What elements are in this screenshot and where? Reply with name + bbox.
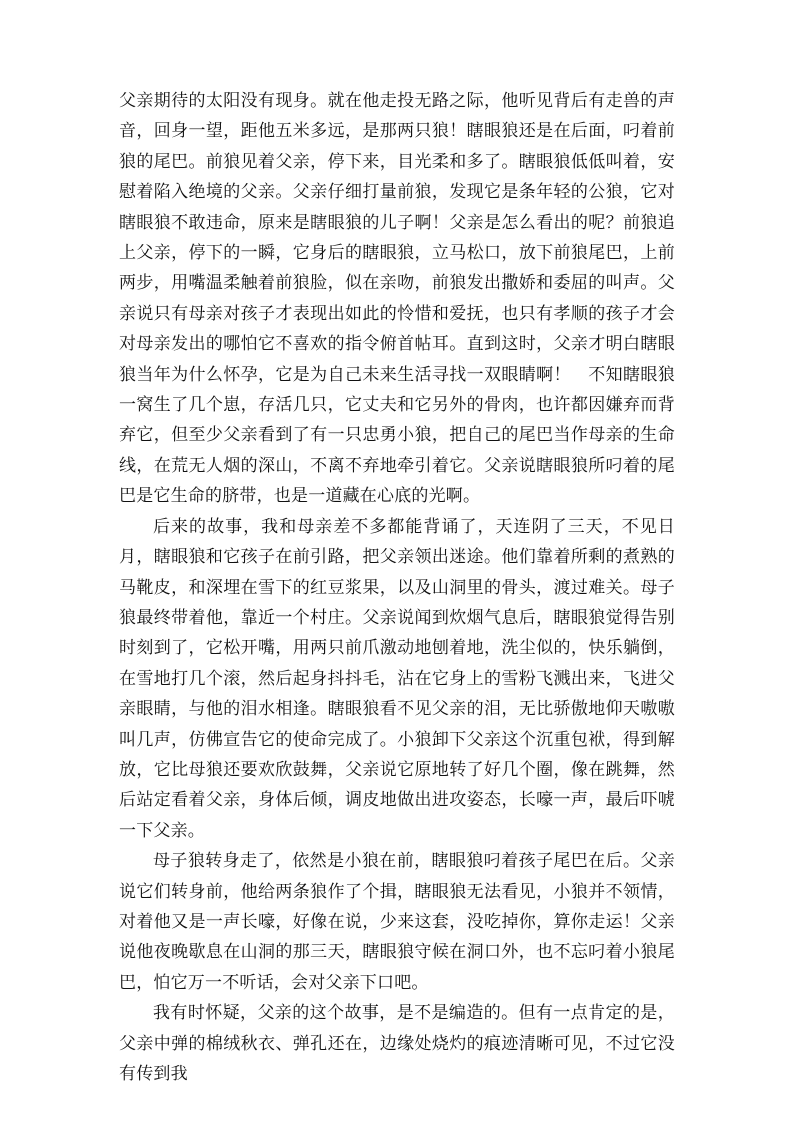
- paragraph-3: 母子狼转身走了，依然是小狼在前，瞎眼狼叼着孩子尾巴在后。父亲说它们转身前，他给两条狼作了个揖，瞎眼狼无法看见，小狼并不领情，对着他又是一声长嚎，好像在说，少来这套，没吃掉你，算你走运！父亲说他夜晚歇息在山洞的那三天，瞎眼狼守候在洞口外，也不忘叼着小狼尾巴，怕它万一不听话，会对父亲下口吧。: [119, 851, 675, 993]
- body-text: [119, 86, 675, 1089]
- paragraph-2: 后来的故事，我和母亲差不多都能背诵了，天连阴了三天，不见日月，瞎眼狼和它孩子在前引路，把父亲领出迷途。他们靠着所剩的煮熟的马靴皮，和深埋在雪下的红豆浆果，以及山洞里的骨头，渡过难关。母子狼最终带着他，靠近一个村庄。父亲说闻到炊烟气息后，瞎眼狼觉得告别时刻到了，它松开嘴，用两只前爪激动地刨着地，洗尘似的，快乐躺倒，在雪地打几个滚，然后起身抖抖毛，沾在它身上的雪粉飞溅出来，飞进父亲眼睛，与他的泪水相逢。瞎眼狼看不见父亲的泪，无比骄傲地仰天嗷嗷叫几声，仿佛宣告它的使命完成了。小狼卸下父亲这个沉重包袱，得到解放，它比母狼还要欢欣鼓舞，父亲说它原地转了好几个圈，像在跳舞，然后站定看着父亲，身体后倾，调皮地做出进攻姿态，长嚎一声，最后吓唬一下父亲。: [119, 516, 675, 841]
- paragraph-1: 父亲期待的太阳没有现身。就在他走投无路之际，他听见背后有走兽的声音，回身一望，距他五米多远，是那两只狼！瞎眼狼还是在后面，叼着前狼的尾巴。前狼见着父亲，停下来，目光柔和多了。瞎眼狼低低叫着，安慰着陷入绝境的父亲。父亲仔细打量前狼，发现它是条年轻的公狼，它对瞎眼狼不敢违命，原来是瞎眼狼的儿子啊！父亲是怎么看出的呢？前狼追上父亲，停下的一瞬，它身后的瞎眼狼，立马松口，放下前狼尾巴，上前两步，用嘴温柔触着前狼脸，似在亲吻，前狼发出撒娇和委屈的叫声。父亲说只有母亲对孩子才表现出如此的怜惜和爱抚，也只有孝顺的孩子才会对母亲发出的哪怕它不喜欢的指令俯首帖耳。直到这时，父亲才明白瞎眼狼当年为什么怀孕，它是为自己未来生活寻找一双眼睛啊！ 不知瞎眼狼一窝生了几个崽，存活几只，它丈夫和它另外的骨肉，也许都因嫌弃而背弃它，但至少父亲看到了有一只忠勇小狼，把自己的尾巴当作母亲的生命线，在荒无人烟的深山，不离不弃地牵引着它。父亲说瞎眼狼所叼着的尾巴是它生命的脐带，也是一道藏在心底的光啊。: [119, 91, 675, 507]
- paragraph-4: 我有时怀疑，父亲的这个故事，是不是编造的。但有一点肯定的是，父亲中弹的棉绒秋衣、弹孔还在，边缘处烧灼的痕迹清晰可见，不过它没有传到我: [119, 1003, 675, 1084]
